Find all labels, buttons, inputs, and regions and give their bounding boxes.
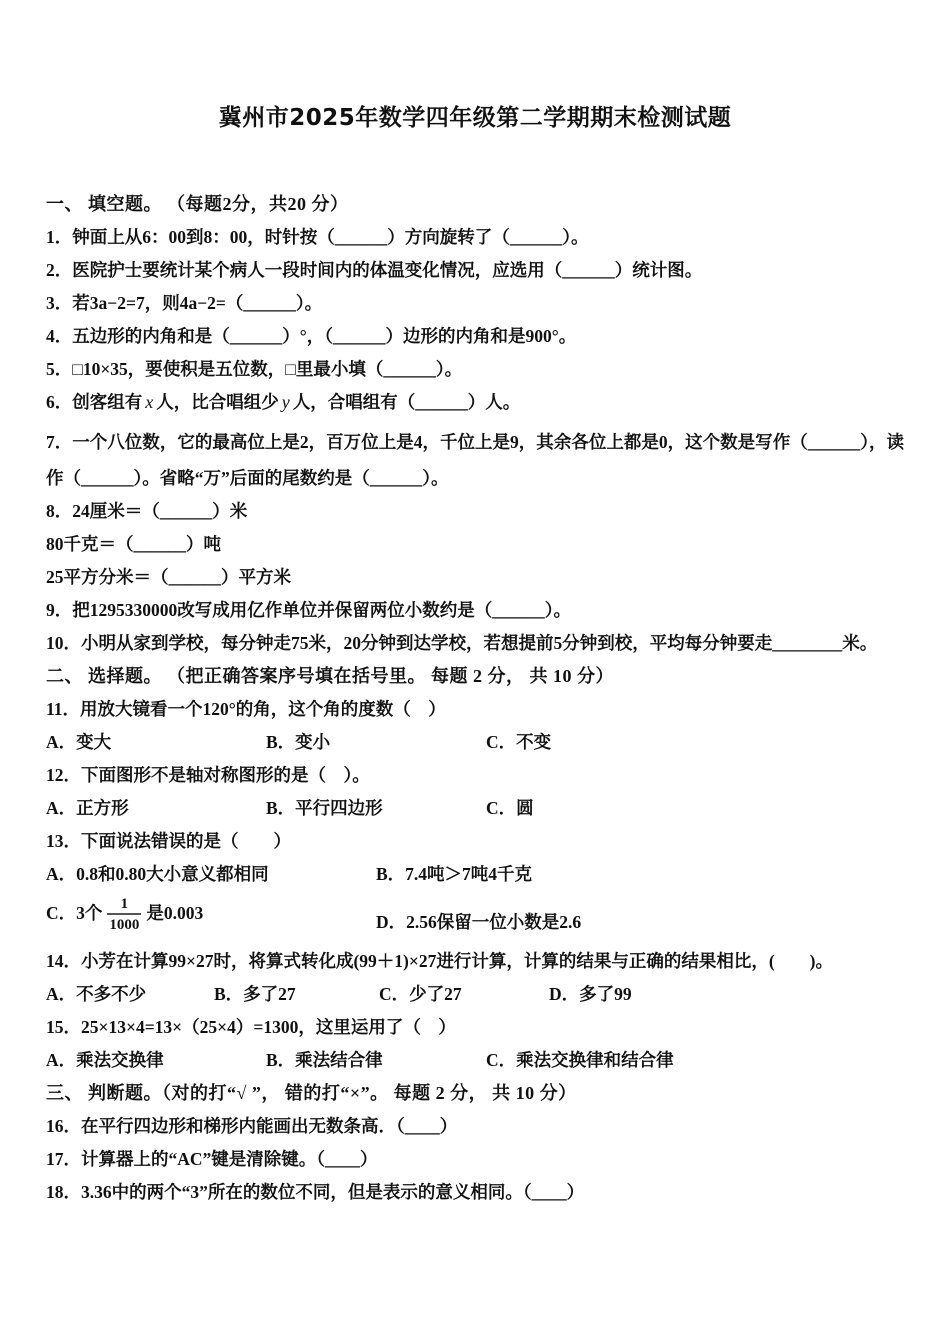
question-17: 17．计算器上的“AC”键是清除键。（____） bbox=[46, 1149, 378, 1169]
question-12: 12．下面图形不是轴对称图形的是（ ）。 bbox=[46, 765, 370, 785]
option-b: B．7.4吨＞7吨4千克 bbox=[376, 864, 533, 884]
option-c-text: 是0.003 bbox=[146, 903, 204, 923]
option-d: D．2.56保留一位小数是2.6 bbox=[376, 912, 582, 932]
fraction-numerator: 1 bbox=[120, 896, 129, 912]
section-2-heading: 二、 选择题。 （把正确答案序号填在括号里。 每题 2 分， 共 10 分） bbox=[46, 666, 614, 686]
question-2: 2．医院护士要统计某个病人一段时间内的体温变化情况，应选用（______）统计图。 bbox=[46, 260, 703, 280]
question-9: 9．把1295330000改写成用亿作单位并保留两位小数约是（______）。 bbox=[46, 600, 571, 620]
question-3: 3．若3a−2=7，则4a−2=（______）。 bbox=[46, 293, 323, 313]
option-c: C．不变 bbox=[486, 732, 552, 752]
option-d: D．多了99 bbox=[549, 984, 632, 1004]
option-a: A．正方形 bbox=[46, 798, 129, 818]
question-6 bbox=[46, 391, 904, 414]
question-15: 15．25×13×4=13×（25×4）=1300，这里运用了（ ） bbox=[46, 1017, 456, 1037]
option-b: B．平行四边形 bbox=[266, 798, 383, 818]
option-a: A．不多不少 bbox=[46, 984, 147, 1004]
question-8-sqdm: 25平方分米＝（______）平方米 bbox=[46, 567, 291, 587]
question-11-options bbox=[46, 731, 904, 754]
question-14-options bbox=[46, 983, 904, 1006]
fraction-1-1000 bbox=[107, 896, 141, 934]
option-c-text: C．3个 bbox=[46, 903, 103, 923]
question-13-options-ab bbox=[46, 863, 904, 886]
question-6-text: 人，比合唱组少 bbox=[156, 392, 279, 412]
question-13: 13．下面说法错误的是（ ） bbox=[46, 831, 291, 851]
option-a: A．乘法交换律 bbox=[46, 1050, 164, 1070]
question-4: 4．五边形的内角和是（______）°，（______）边形的内角和是900°。 bbox=[46, 326, 577, 346]
document-title: 冀州市2025年数学四年级第二学期期末检测试题 bbox=[218, 105, 732, 131]
question-13-options-cd bbox=[46, 896, 904, 934]
question-10: 10．小明从家到学校，每分钟走75米，20分钟到达学校，若想提前5分钟到校，平均每分钟要走________米。 bbox=[46, 633, 878, 653]
option-b: B．多了27 bbox=[214, 984, 296, 1004]
option-b: B．变小 bbox=[266, 732, 331, 752]
question-12-options bbox=[46, 797, 904, 820]
option-c bbox=[46, 896, 376, 934]
question-14: 14．小芳在计算99×27时，将算式转化成(99＋1)×27进行计算，计算的结果与正确的结果相比，( )。 bbox=[46, 951, 834, 971]
fraction-denominator: 1000 bbox=[107, 913, 141, 934]
option-c: C．圆 bbox=[486, 798, 534, 818]
question-18: 18．3.36中的两个“3”所在的数位不同，但是表示的意义相同。（____） bbox=[46, 1182, 585, 1202]
option-b: B．乘法结合律 bbox=[266, 1050, 383, 1070]
option-a: A．0.8和0.80大小意义都相同 bbox=[46, 864, 269, 884]
option-c: C．乘法交换律和结合律 bbox=[486, 1050, 674, 1070]
question-16: 16．在平行四边形和梯形内能画出无数条高．（____） bbox=[46, 1116, 458, 1136]
question-8-cm: 8．24厘米＝（______）米 bbox=[46, 501, 248, 521]
variable-y: y bbox=[281, 392, 290, 412]
question-7: 7．一个八位数，它的最高位上是2，百万位上是4，千位上是9，其余各位上都是0，这个数是写作（______），读作（______）。省略“万”后面的尾数约是（______）。 bbox=[46, 432, 904, 488]
question-11: 11．用放大镜看一个120°的角，这个角的度数（ ） bbox=[46, 699, 446, 719]
question-5: 5．□10×35，要使积是五位数，□里最小填（______）。 bbox=[46, 359, 463, 379]
question-8-kg: 80千克＝（______）吨 bbox=[46, 534, 221, 554]
question-6-text: 6．创客组有 bbox=[46, 392, 143, 412]
question-15-options bbox=[46, 1049, 904, 1072]
section-1-heading: 一、 填空题。 （每题2分，共20 分） bbox=[46, 194, 349, 214]
variable-x: x bbox=[145, 392, 154, 412]
option-c: C．少了27 bbox=[379, 984, 462, 1004]
option-a: A．变大 bbox=[46, 732, 112, 752]
section-3-heading: 三、 判断题。（对的打“√ ”， 错的打“×”。 每题 2 分， 共 10 分） bbox=[46, 1083, 577, 1103]
question-6-text: 人，合唱组有（______）人。 bbox=[292, 392, 521, 412]
question-1: 1．钟面上从6：00到8：00，时针按（______）方向旋转了（______）。 bbox=[46, 227, 589, 247]
